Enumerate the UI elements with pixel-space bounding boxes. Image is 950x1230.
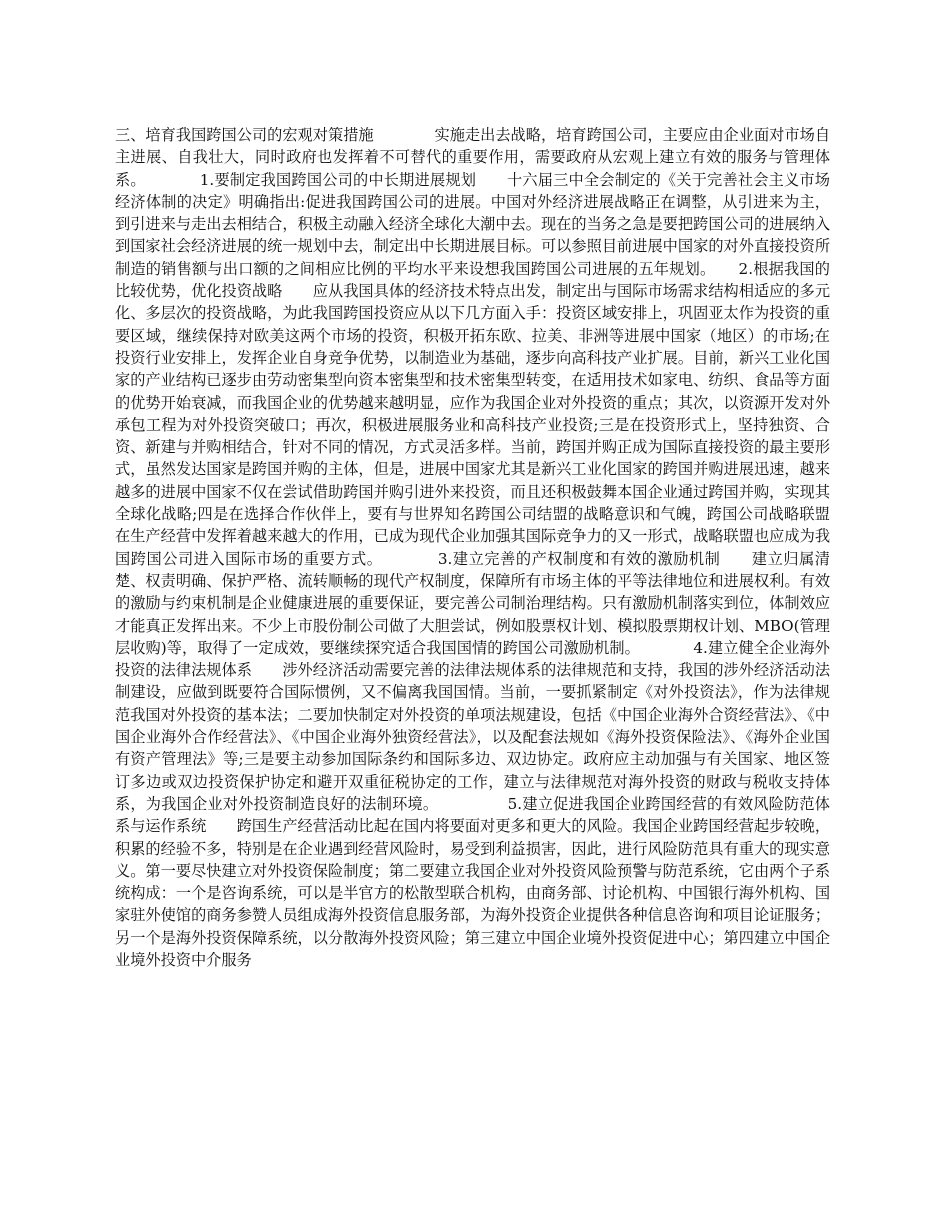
body-paragraph: 三、培育我国跨国公司的宏观对策措施 实施走出去战略，培育跨国公司，主要应由企业面对市场自主进展、自我壮大，同时政府也发挥着不可替代的重要作用，需要政府从宏观上建立有效的服务与管理体系。 1.要制定我国跨国公司的中长期进展规划 十六届三中全会制定的《关于完善社会主义市场经济体制的决定》明确指出:促进我国跨国公司的进展。中国对外经济进展战略正在调整，从引进来为主，到引进来与走出去相结合，积极主动融入经济全球化大潮中去。现在的当务之急是要把跨国公司的进展纳入到国家社会经济进展的统一规划中去，制定出中长期进展目标。可以参照目前进展中国家的对外直接投资所制造的销售额与出口额的之间相应比例的平均水平来设想我国跨国公司进展的五年规划。 2.根据我国的比较优势，优化投资战略 应从我国具体的经济技术特点出发，制定出与国际市场需求结构相适应的多元化、多层次的投资战略，为此我国跨国投资应从以下几方面入手：投资区域安排上，巩固亚太作为投资的重要区域，继续保持对欧美这两个市场的投资，积极开拓东欧、拉美、非洲等进展中国家（地区）的市场;在投资行业安排上，发挥企业自身竞争优势，以制造业为基础，逐步向高科技产业扩展。目前，新兴工业化国家的产业结构已逐步由劳动密集型向资本密集型和技术密集型转变，在适用技术如家电、纺织、食品等方面的优势开始衰减，而我国企业的优势越来越明显，应作为我国企业对外投资的重点；其次，以资源开发对外承包工程为对外投资突破口；再次，积极进展服务业和高科技产业投资;三是在投资形式上，坚持独资、合资、新建与并购相结合，针对不同的情况，方式灵活多样。当前，跨国并购正成为国际直接投资的最主要形式，虽然发达国家是跨国并购的主体，但是，进展中国家尤其是新兴工业化国家的跨国并购进展迅速，越来越多的进展中国家不仅在尝试借助跨国并购引进外来投资，而且还积极鼓舞本国企业通过跨国并购，实现其全球化战略;四是在选择合作伙伴上，要有与世界知名跨国公司结盟的战略意识和气魄，跨国公司战略联盟在生产经营中发挥着越来越大的作用，已成为现代企业加强其国际竞争力的又一形式，战略联盟也应成为我国跨国公司进入国际市场的重要方式。 3.建立完善的产权制度和有效的激励机制 建立归属清楚、权责明确、保护严格、流转顺畅的现代产权制度，保障所有市场主体的平等法律地位和进展权利。有效的激励与约束机制是企业健康进展的重要保证，要完善公司制治理结构。只有激励机制落实到位，体制效应才能真正发挥出来。不少上市股份制公司做了大胆尝试，例如股票权计划、模拟股票期权计划、MBO(管理层收购)等，取得了一定成效，要继续探究适合我国国情的跨国公司激励机制。 4.建立健全企业海外投资的法律法规体系 涉外经济活动需要完善的法律法规体系的法律规范和支持，我国的涉外经济活动法制建设，应做到既要符合国际惯例，又不偏离我国国情。当前，一要抓紧制定《对外投资法》，作为法律规范我国对外投资的基本法；二要加快制定对外投资的单项法规建设，包括《中国企业海外合资经营法》、《中国企业海外合作经营法》、《中国企业海外独资经营法》，以及配套法规如《海外投资保险法》、《海外企业国有资产管理法》等;三是要主动参加国际条约和国际多边、双边协定。政府应主动加强与有关国家、地区签订多边或双边投资保护协定和避开双重征税协定的工作，建立与法律规范对海外投资的财政与税收支持体系，为我国企业对外投资制造良好的法制环境。 5.建立促进我国企业跨国经营的有效风险防范体系与运作系统 跨国生产经营活动比起在国内将要面对更多和更大的风险。我国企业跨国经营起步较晚，积累的经验不多，特别是在企业遇到经营风险时，易受到利益损害，因此，进行风险防范具有重大的现实意义。第一要尽快建立对外投资保险制度；第二要建立我国企业对外投资风险预警与防范系统，它由两个子系统构成：一个是咨询系统，可以是半官方的松散型联合机构，由商务部、讨论机构、中国银行海外机构、国家驻外使馆的商务参赞人员组成海外投资信息服务部，为海外投资企业提供各种信息咨询和项目论证服务；另一个是海外投资保障系统，以分散海外投资风险；第三建立中国企业境外投资促进中心；第四建立中国企业境外投资中介服务 [115, 126, 830, 969]
